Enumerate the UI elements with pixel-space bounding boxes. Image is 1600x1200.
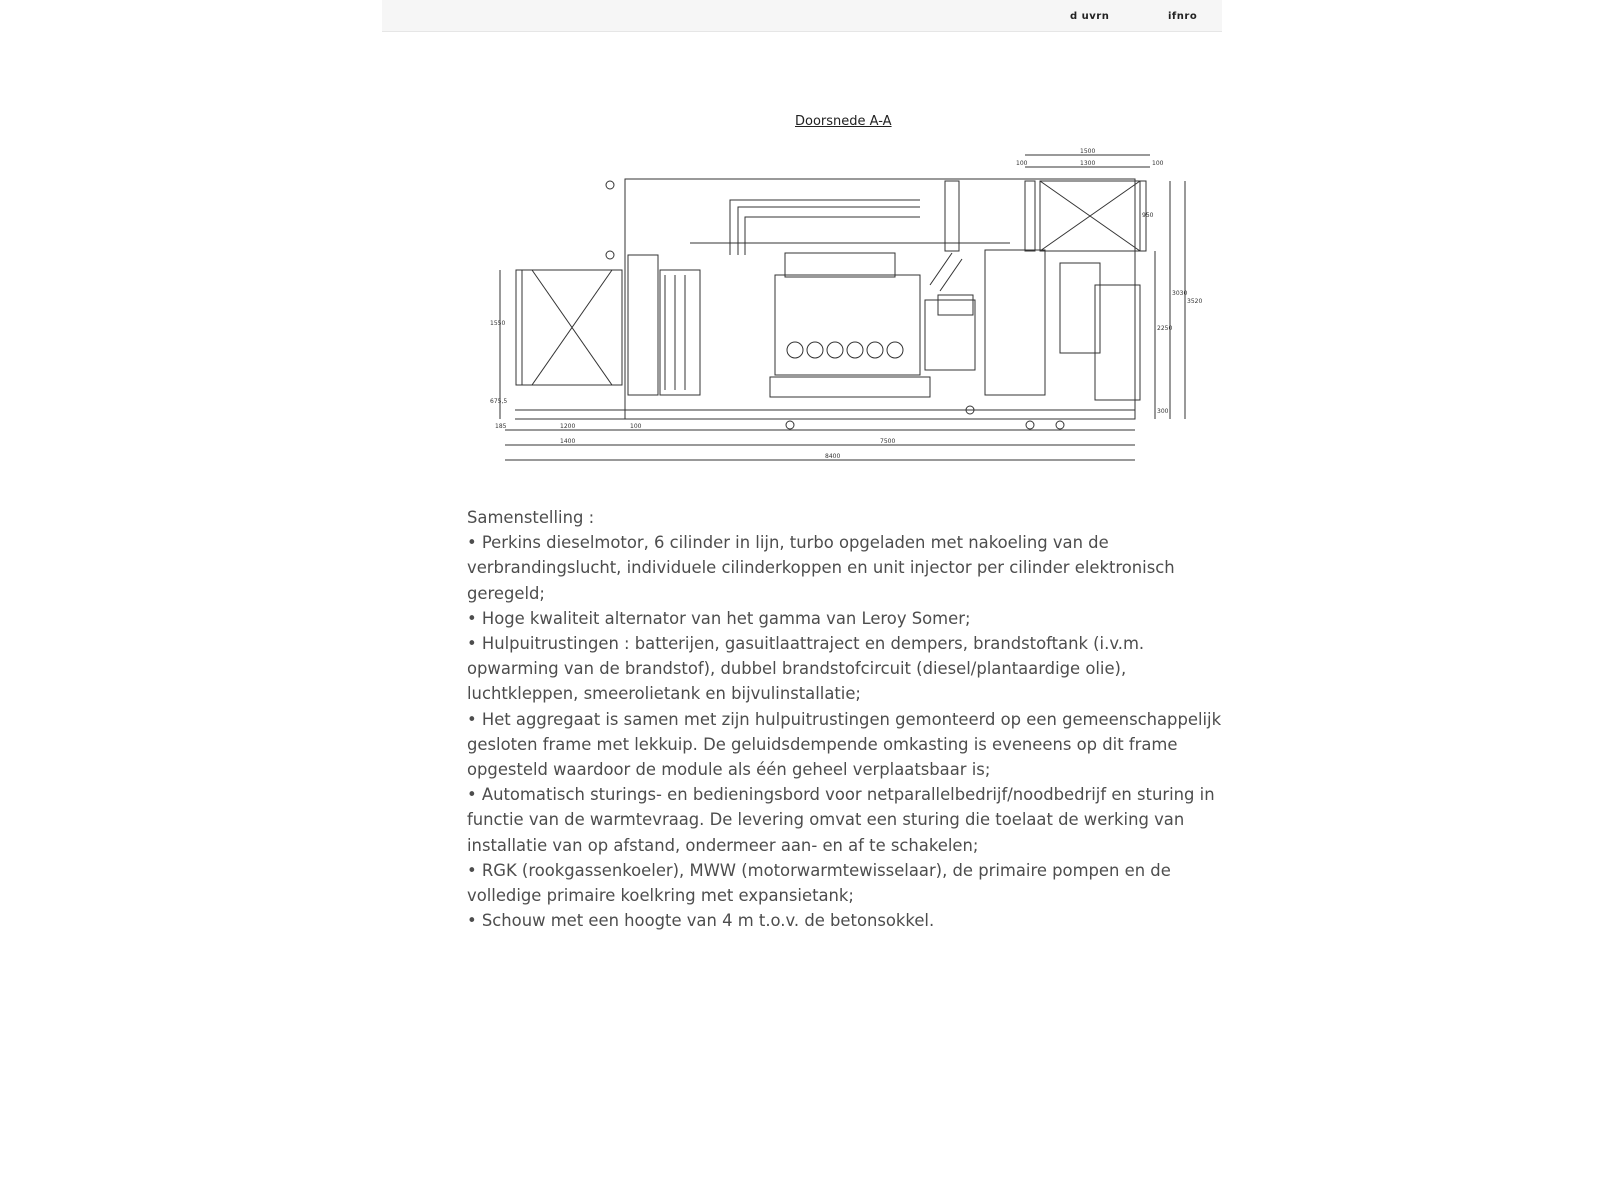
dim-bottom-1200: 1200 <box>560 423 576 430</box>
list-item: • Het aggregaat is samen met zijn hulpuitrustingen gemonteerd op een gemeenschappelijk gesloten frame met lekkuip. De geluidsdempende omkasting is eveneens op dit frame opgesteld waardoor de module als één geheel verplaatsbaar is; <box>467 709 1222 780</box>
radiator <box>628 255 658 395</box>
list-item: • Hoge kwaliteit alternator van het gamma van Leroy Somer; <box>467 608 971 628</box>
dim-right-2250: 2250 <box>1157 325 1173 332</box>
header-tab-right[interactable]: ifnro <box>1168 11 1198 22</box>
list-item: • Schouw met een hoogte van 4 m t.o.v. de betonsokkel. <box>467 911 935 931</box>
dim-bottom-185: 185 <box>495 423 507 430</box>
dim-right-300: 300 <box>1157 408 1169 415</box>
dim-bottom-100: 100 <box>630 423 642 430</box>
header-tab-left[interactable]: d uvrn <box>1070 11 1110 22</box>
enclosure-outline <box>625 179 1135 419</box>
list-item: • Hulpuitrustingen : batterijen, gasuitlaattraject en dempers, brandstoftank (i.v.m. opwarming van de brandstof), dubbel brandstofcircuit (diesel/plantaardige olie), luchtkleppen, smeerolietank en bijvulinstallatie; <box>467 634 1145 704</box>
dim-top-inner: 1300 <box>1080 160 1096 167</box>
list-item: • Automatisch sturings- en bedieningsbord voor netparallelbedrijf/noodbedrijf en sturing in functie van de warmtevraag. De levering omvat een sturing die toelaat de werking van installatie van op afstand, ondermeer aan- en af te schakelen; <box>467 785 1215 855</box>
dim-right-950: 950 <box>1142 212 1154 219</box>
alternator <box>925 300 975 370</box>
dim-left-675: 675,5 <box>490 398 508 405</box>
dim-bottom-7500: 7500 <box>880 438 896 445</box>
dim-top-total: 1500 <box>1080 148 1096 155</box>
engine-block <box>775 275 920 375</box>
description-text <box>467 505 1227 933</box>
description-heading: Samenstelling : <box>467 508 595 527</box>
top-bar <box>382 0 1222 32</box>
list-item: • RGK (rookgassenkoeler), MWW (motorwarmtewisselaar), de primaire pompen en de volledige primaire koelkring met expansietank; <box>467 860 1171 906</box>
dim-bottom-1400: 1400 <box>560 438 576 445</box>
dim-top-right: 100 <box>1152 160 1164 167</box>
list-item: • Perkins dieselmotor, 6 cilinder in lijn, turbo opgeladen met nakoeling van de verbrandingslucht, individuele cilinderkoppen en unit injector per cilinder elektronisch geregeld; <box>467 533 1175 603</box>
dim-bottom-8400: 8400 <box>825 453 841 460</box>
dim-right-3520: 3520 <box>1187 298 1203 305</box>
technical-drawing <box>490 145 1215 480</box>
dim-left-1550: 1550 <box>490 320 506 327</box>
drawing-title: Doorsnede A-A <box>795 114 892 129</box>
control-cabinet <box>985 250 1045 395</box>
dim-right-3030: 3030 <box>1172 290 1188 297</box>
dim-top-left: 100 <box>1016 160 1028 167</box>
